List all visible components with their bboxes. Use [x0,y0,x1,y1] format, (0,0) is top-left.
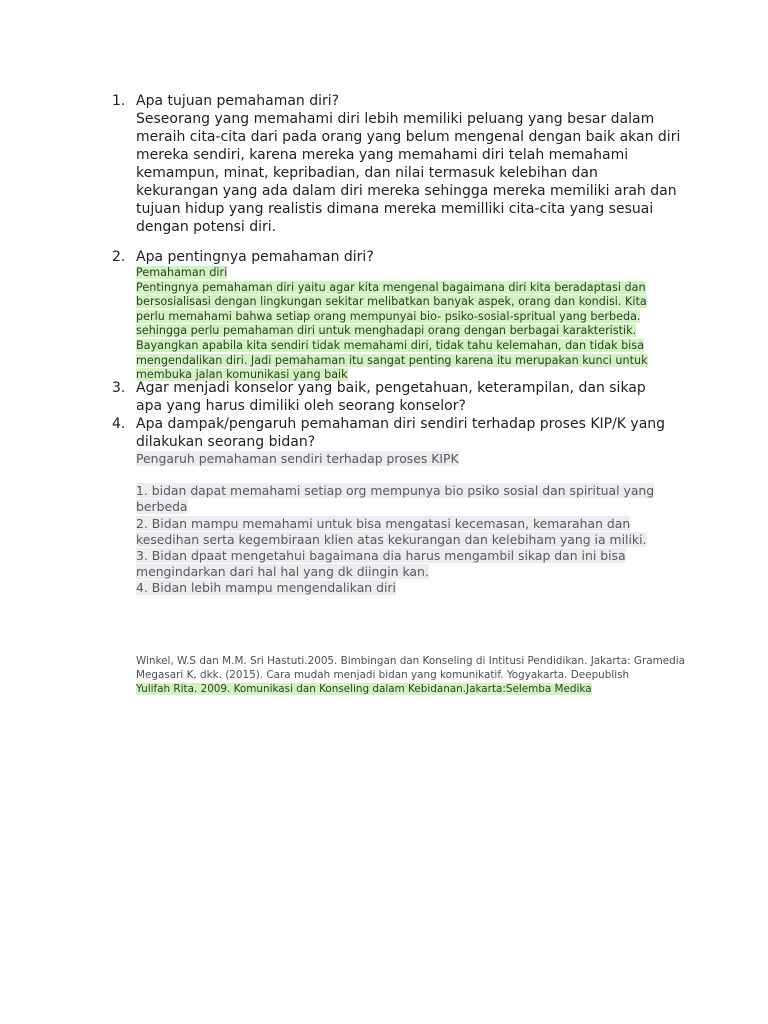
question-title: Apa tujuan pemahaman diri? [136,93,340,109]
reference-item: Megasari K, dkk. (2015). Cara mudah menjadi bidan yang komunikatif. Yogyakarta. Deepublish [136,668,630,681]
answer-subheading: Pengaruh pemahaman sendiri terhadap proses KIPK [136,451,459,466]
question-number: 2. [112,249,126,265]
question-number: 1. [112,93,126,109]
question-4 [112,415,672,597]
question-title: Apa pentingnya pemahaman diri? [136,249,374,265]
question-title: Apa dampak/pengaruh pemahaman diri sendiri terhadap proses KIP/K yang dilakukan seorang bidan? [136,416,666,450]
question-answer: Pentingnya pemahaman diri yaitu agar kita mengenal bagaimana diri kita beradaptasi dan bersosialisasi dengan lingkungan sekitar melibatkan banyak aspek, orang dan kondisi. Kita perlu memahami bahwa setiap orang mempunyai bio- psiko-sosial-spritual yang berbeda. sehingga perlu pemahaman diri untuk menghadapi orang dengan berbagai karakteristik. Bayangkan apabila kita sendiri tidak memahami diri, tidak tahu kelemahan, dan tidak bisa mengendalikan diri. Jadi pemahaman itu sangat penting karena itu merupakan kunci untuk membuka jalan komunikasi yang baik [136,280,648,382]
answer-point: 2. Bidan mampu memahami untuk bisa mengatasi kecemasan, kemarahan dan kesedihan serta kegembiraan klien atas kekurangan dan kelebiham yang ia miliki. [136,515,647,547]
reference-item: Winkel, W.S dan M.M. Sri Hastuti.2005. Bimbingan dan Konseling di Intitusi Pendidikan. Jakarta: Gramedia [136,655,685,667]
answer-point: 4. Bidan lebih mampu mengendalikan diri [136,580,396,596]
references [136,655,696,696]
question-number: 4. [112,416,126,432]
answer-subheading: Pemahaman diri [136,266,228,279]
question-1 [112,92,681,236]
question-2 [112,248,672,383]
question-title: Agar menjadi konselor yang baik, pengetahuan, keterampilan, dan sikap apa yang harus dimiliki oleh seorang konselor? [136,380,646,414]
question-answer: Seseorang yang memahami diri lebih memiliki peluang yang besar dalam meraih cita-cita dari pada orang yang belum mengenal dengan baik akan diri mereka sendiri, karena mereka yang memahami diri telah memahami kemampun, minat, kepribadian, dan nilai termasuk kelebihan dan kekurangan yang ada dalam diri mereka sehingga mereka memiliki arah dan tujuan hidup yang realistis dimana mereka memilliki cita-cita yang sesuai dengan potensi diri. [136,111,681,235]
question-number: 3. [112,380,126,396]
answer-point: 3. Bidan dpaat mengetahui bagaimana dia harus mengambil sikap dan ini bisa mengindarkan dari hal hal yang dk diingin kan. [136,548,626,580]
reference-item: Yulifah Rita. 2009. Komunikasi dan Konseling dalam Kebidanan.Jakarta:Selemba Medika [136,682,592,695]
answer-point: 1. bidan dapat memahami setiap org mempunya bio psiko sosial dan spiritual yang berbeda [136,483,655,515]
question-3 [112,379,672,415]
